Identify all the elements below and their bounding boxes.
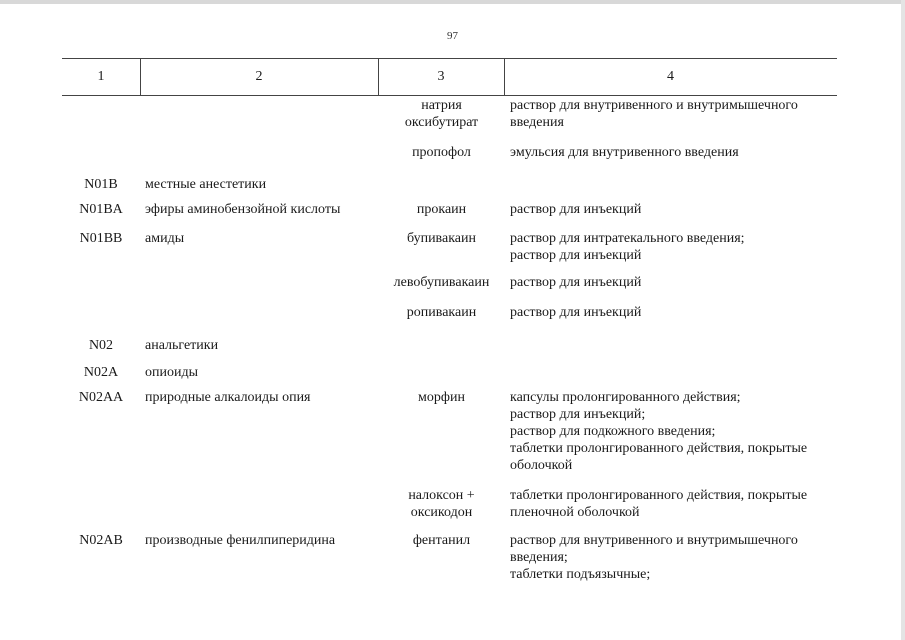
dosage-forms [510,532,840,583]
atc-group-name: производные фенилпиперидина [145,533,336,548]
atc-group-name: местные анестетики [145,177,267,192]
drug-name-line: фентанил [412,533,471,548]
table-header [62,58,837,96]
atc-code: N01BB [79,231,123,246]
scan-edge-top [0,0,905,4]
drug-name-line: налоксон + [408,488,475,503]
dosage-form-line: таблетки подъязычные; [510,567,651,582]
drug-name [380,230,503,247]
drug-name [380,487,503,521]
dosage-forms [510,304,840,321]
atc-code: N01B [84,177,118,192]
dosage-form-line: раствор для инъекций [510,275,642,290]
dosage-form-line: раствор для инъекций [510,202,642,217]
atc-group-name: амиды [145,231,185,246]
atc-group-name: эфиры аминобензойной кислоты [145,202,341,217]
dosage-form-line: раствор для инъекций [510,248,642,263]
atc-code: N02A [83,365,119,380]
dosage-form-line: раствор для инъекций; [510,407,646,422]
dosage-form-line: таблетки пролонгированного действия, покрытые [510,488,808,503]
atc-group-name: анальгетики [145,338,219,353]
atc-code: N02AB [79,533,123,548]
drug-name-line: бупивакаин [406,231,476,246]
dosage-forms [510,389,840,474]
dosage-form-line: пленочной оболочкой [510,505,640,520]
header-col-4: 4 [667,69,674,84]
dosage-form-line: введения; [510,550,568,565]
dosage-form-line: таблетки пролонгированного действия, покрытые [510,441,808,456]
dosage-form-line: раствор для интратекального введения; [510,231,745,246]
dosage-forms [510,274,840,291]
dosage-form-line: раствор для инъекций [510,305,642,320]
dosage-forms [510,230,840,264]
drug-name-line: ропивакаин [406,305,477,320]
drug-name-line: пропофол [412,145,471,160]
atc-code: N01BA [79,202,123,217]
header-col-3: 3 [437,69,445,84]
drug-name-line: морфин [418,390,465,405]
dosage-form-line: оболочкой [510,458,573,473]
drug-name-line: прокаин [416,202,467,217]
drug-name [380,304,503,321]
dosage-forms [510,487,840,521]
drug-name-line: оксикодон [410,505,473,520]
dosage-form-line: введения [510,115,564,130]
atc-code: N02AA [78,390,124,405]
atc-group-name: природные алкалоиды опия [145,390,311,405]
drug-name [380,389,503,406]
dosage-form-line: эмульсия для внутривенного введения [510,145,739,160]
drug-name-line: натрия [421,98,462,113]
drug-name-line: левобупивакаин [393,275,490,290]
drug-name [380,532,503,549]
dosage-form-line: раствор для внутривенного и внутримышечного [510,98,798,113]
header-col-2: 2 [255,69,263,84]
dosage-form-line: раствор для внутривенного и внутримышечного [510,533,798,548]
dosage-forms [510,201,840,218]
dosage-form-line: раствор для подкожного введения; [510,424,716,439]
dosage-forms [510,97,840,131]
dosage-forms [510,144,840,161]
dosage-form-line: капсулы пролонгированного действия; [510,390,741,405]
atc-group-name: опиоиды [145,365,199,380]
scan-edge-right [901,0,905,640]
drug-name [380,274,503,291]
atc-code: N02 [88,338,114,353]
drug-name [380,144,503,161]
drug-name [380,201,503,218]
page-number: 97 [447,30,458,42]
drug-name-line: оксибутират [404,115,479,130]
header-col-1: 1 [97,69,105,84]
drug-name [380,97,503,131]
